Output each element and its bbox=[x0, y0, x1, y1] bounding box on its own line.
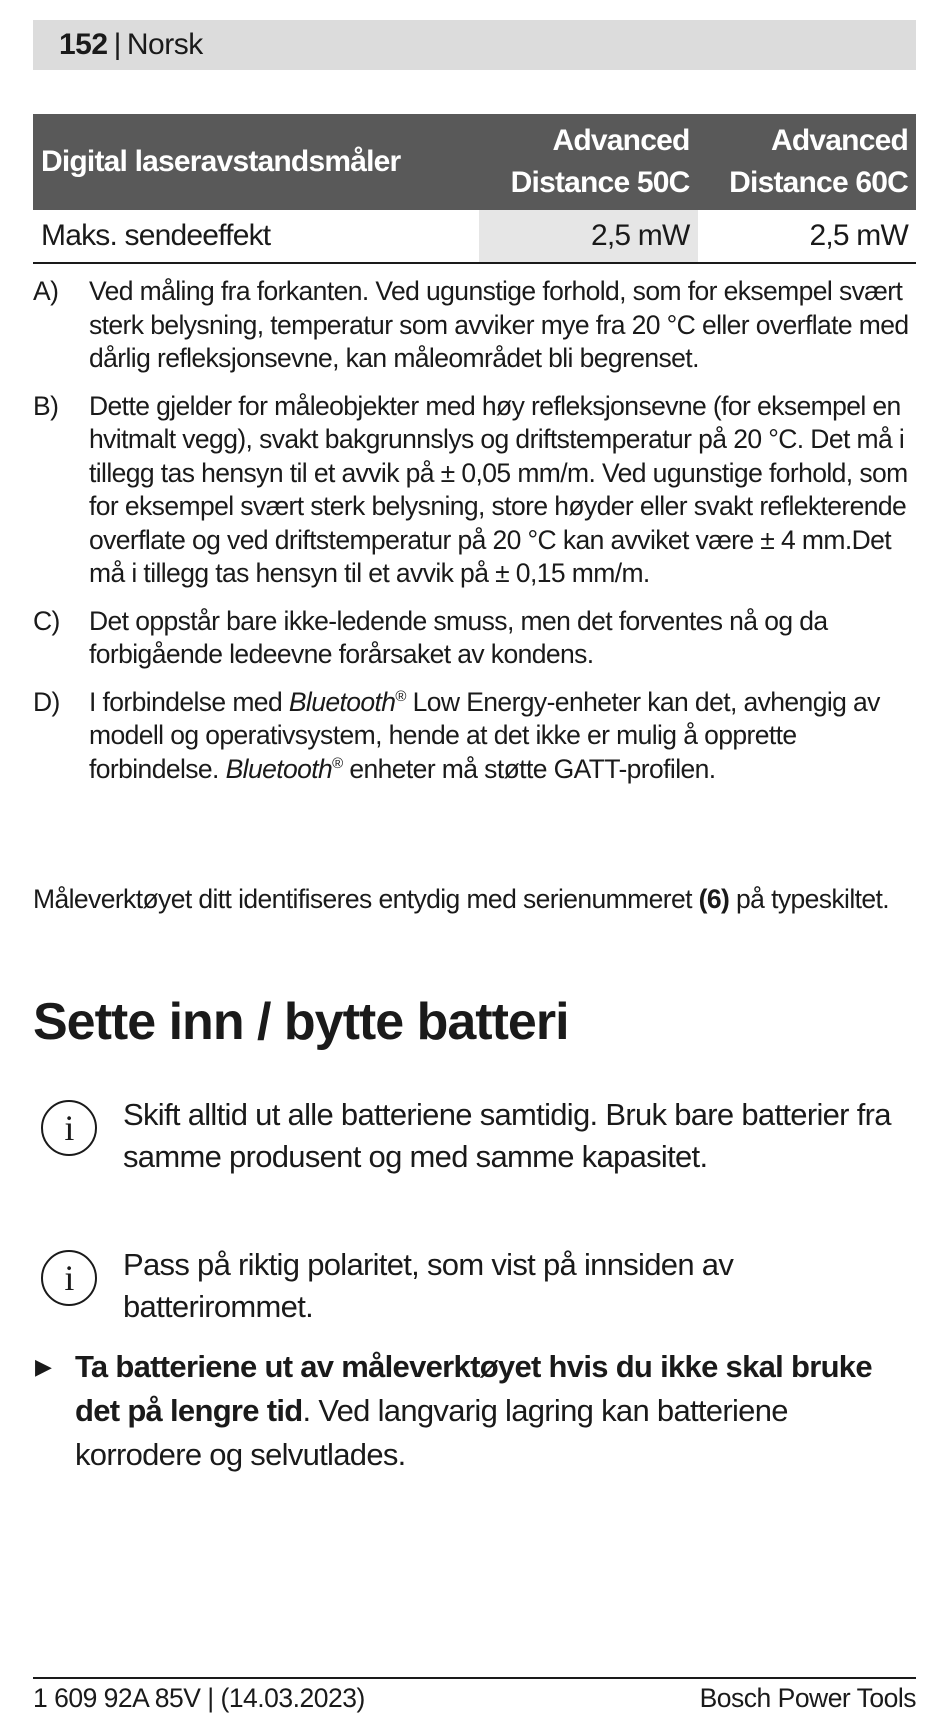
spec-table-header-row bbox=[33, 114, 916, 210]
serial-text-part: Måleverktøyet ditt identifiseres entydig med serienummeret bbox=[33, 884, 699, 914]
header-separator: | bbox=[113, 28, 121, 61]
footnote-text-part: Low Energy-enheter kan det, avhengig av modell og operativsystem, hende at det ikke er mulig å opprette forbindelse. bbox=[89, 686, 880, 784]
model-a-line1: Advanced bbox=[552, 124, 690, 157]
section-title: Sette inn / bytte batteri bbox=[33, 993, 569, 1051]
footnote-text: Det oppstår bare ikke-ledende smuss, men det forventes nå og da forbigående ledeevne forårsaket av kondens. bbox=[89, 605, 828, 669]
footer-doc-id: 1 609 92A 85V | (14.03.2023) bbox=[33, 1683, 365, 1713]
document-page bbox=[33, 0, 916, 1719]
footer-brand: Bosch Power Tools bbox=[699, 1683, 916, 1713]
page-footer bbox=[33, 1683, 916, 1714]
registered-mark: ® bbox=[332, 754, 343, 772]
footnote-b bbox=[33, 390, 916, 591]
info-note-text: Skift alltid ut alle batteriene samtidig. Bruk bare batterier fra samme produsent og med samme kapasitet. bbox=[123, 1097, 891, 1174]
bluetooth-term: Bluetooth bbox=[288, 686, 396, 717]
table-row bbox=[33, 210, 916, 263]
spec-header-label: Digital laseravstandsmåler bbox=[33, 114, 479, 210]
footnote-text: Dette gjelder for måleobjekter med høy refleksjonsevne (for eksempel en hvitmalt vegg), svakt bakgrunnslys og driftstemperatur på 20 °C. Det må i tillegg tas hensyn til et avvik på ± 0,05 mm/m. Ved ugunstige forhold, som for eksempel svært sterk belysning, store høyder eller svakt reflekterende overflate og ved driftstemperatur på 20 °C kan avviket være ± 4 mm.Det må i tillegg tas hensyn til et avvik på ± 0,15 mm/m. bbox=[89, 390, 908, 588]
page-number: 152 bbox=[59, 28, 108, 61]
footnote-text-part: enheter må støtte GATT-profilen. bbox=[342, 753, 716, 784]
bluetooth-term: Bluetooth bbox=[225, 753, 333, 784]
row-label: Maks. sendeeffekt bbox=[33, 210, 479, 263]
play-bullet-icon: ▶ bbox=[35, 1354, 52, 1379]
row-value-model-a: 2,5 mW bbox=[479, 210, 698, 263]
header-language: Norsk bbox=[126, 28, 203, 61]
model-a-line2: Distance 50C bbox=[510, 166, 690, 199]
footnotes bbox=[33, 275, 916, 800]
info-note-text: Pass på riktig polaritet, som vist på innsiden av batterirommet. bbox=[123, 1247, 734, 1324]
info-note bbox=[33, 1094, 916, 1178]
footnote-text bbox=[89, 686, 916, 787]
row-value-model-b: 2,5 mW bbox=[698, 210, 917, 263]
info-icon: i bbox=[41, 1100, 97, 1156]
footnote-key: B) bbox=[33, 390, 59, 421]
warning-text bbox=[75, 1345, 916, 1477]
spec-header-model-a bbox=[479, 114, 698, 210]
footnote-d bbox=[33, 686, 916, 787]
registered-mark: ® bbox=[395, 687, 406, 705]
spec-header-model-b bbox=[698, 114, 917, 210]
page-header bbox=[33, 20, 916, 70]
footnote-text: Ved måling fra forkanten. Ved ugunstige forhold, som for eksempel svært sterk belysning, temperatur som avviker mye fra 20 °C eller overflate med dårlig refleksjonsevne, kan måleområdet bli begrenset. bbox=[89, 276, 909, 373]
warning-bold-text: Ta batteriene ut av måleverktøyet hvis du ikke skal bruke det på lengre tid bbox=[75, 1349, 872, 1428]
footnote-key: C) bbox=[33, 605, 60, 636]
info-icon: i bbox=[41, 1250, 97, 1306]
serial-reference: (6) bbox=[698, 884, 730, 914]
footnote-key: D) bbox=[33, 686, 60, 717]
footer-divider bbox=[33, 1677, 916, 1679]
warning-rest-text: . Ved langvarig lagring kan batteriene korrodere og selvutlades. bbox=[75, 1393, 788, 1472]
footnote-c bbox=[33, 605, 916, 672]
serial-number-text bbox=[33, 883, 916, 917]
footnote-text-part: I forbindelse med bbox=[89, 686, 289, 717]
info-note bbox=[33, 1244, 916, 1328]
footnote-a bbox=[33, 275, 916, 376]
model-b-line2: Distance 60C bbox=[729, 166, 908, 199]
serial-text-part: på typeskiltet. bbox=[729, 884, 890, 914]
footnote-key: A) bbox=[33, 276, 59, 306]
model-b-line1: Advanced bbox=[771, 124, 908, 157]
spec-table bbox=[33, 114, 916, 264]
warning-instruction bbox=[33, 1345, 916, 1477]
